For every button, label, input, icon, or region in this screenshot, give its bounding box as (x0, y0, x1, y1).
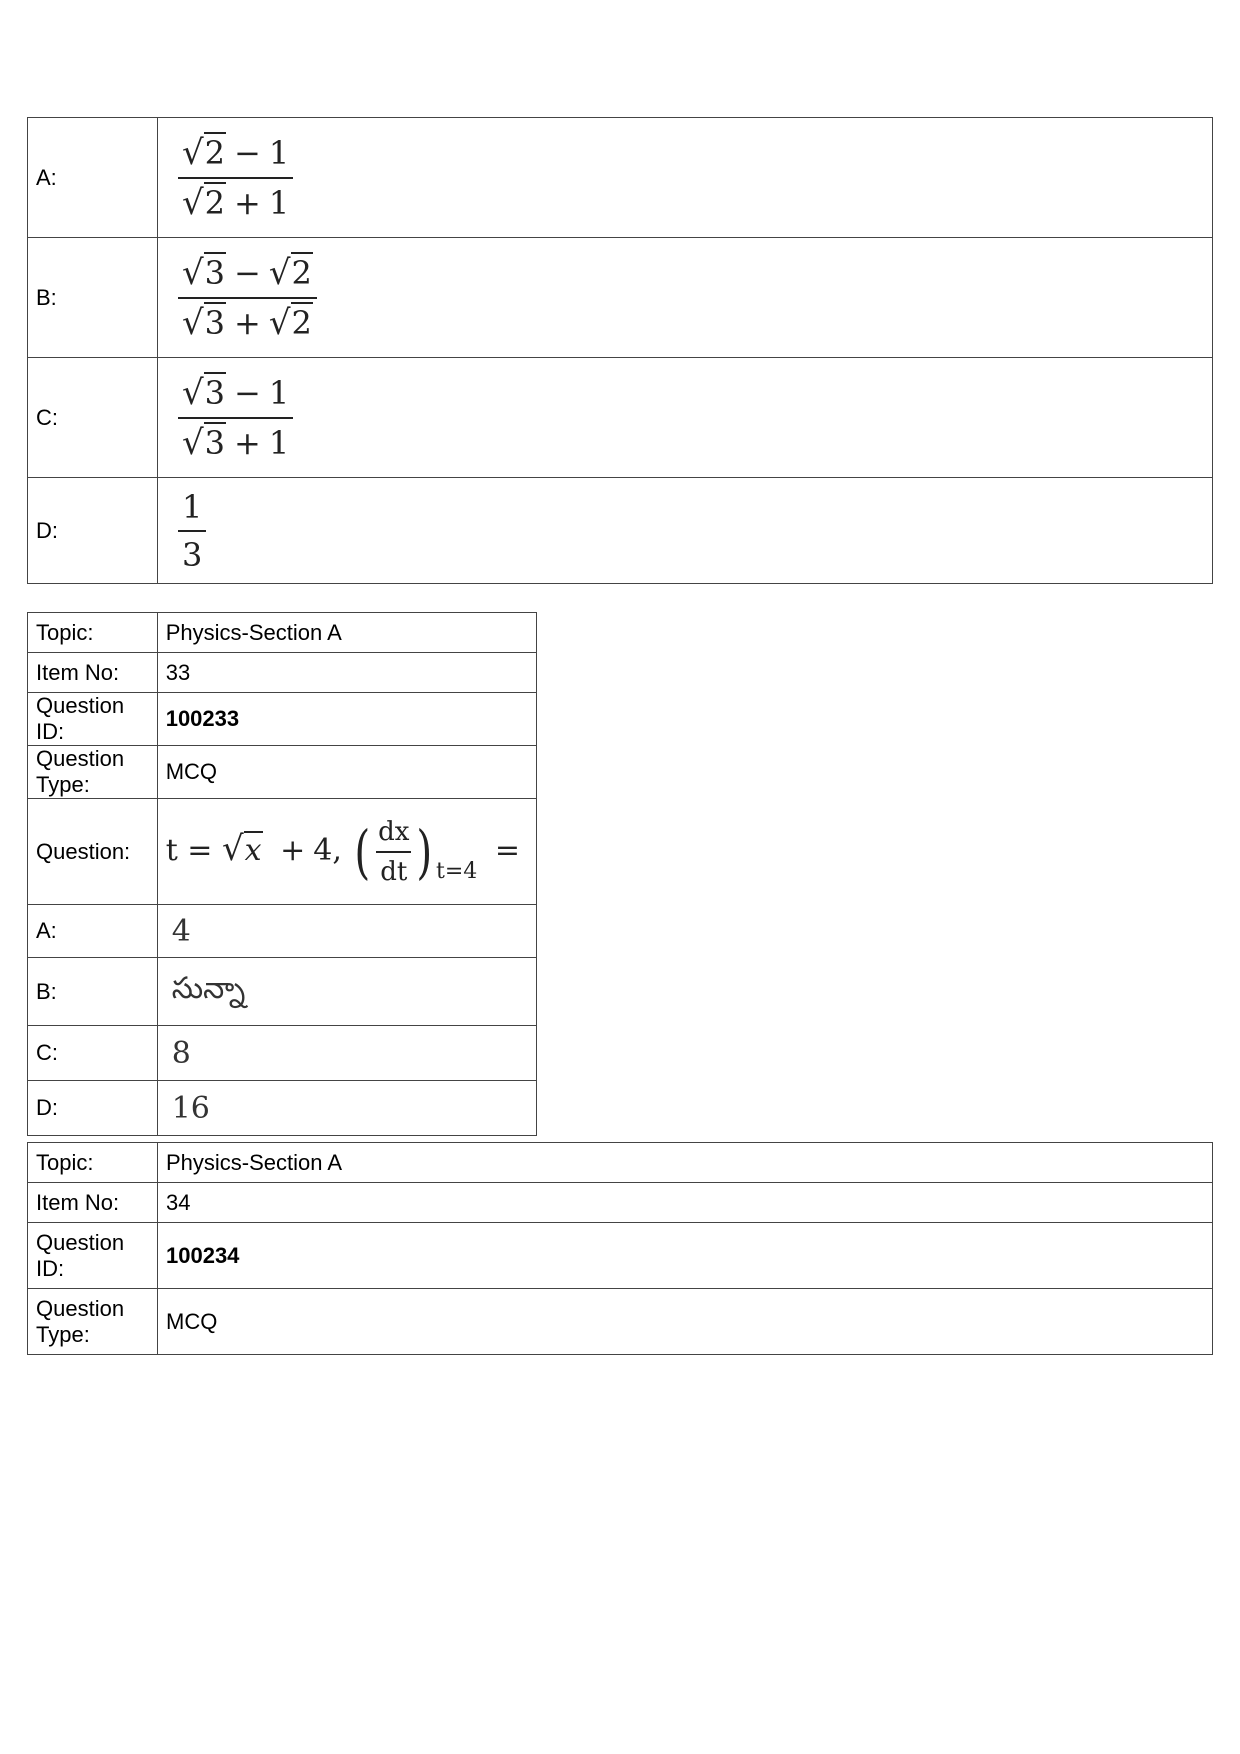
option-c-math (158, 358, 1213, 478)
question-type-label: Question Type: (28, 746, 158, 799)
option-row-a (28, 118, 1213, 238)
option-label: A: (28, 118, 158, 238)
topic-value: Physics-Section A (158, 1143, 1213, 1183)
option-row-c (28, 1026, 537, 1081)
fraction: $\frac{√3 - 1}{√3 + 1}$ (178, 373, 293, 463)
item-row (28, 1183, 1213, 1223)
option-d-math (158, 478, 1213, 584)
option-label: B: (28, 238, 158, 358)
topic-row (28, 1143, 1213, 1183)
option-label: B: (28, 958, 158, 1026)
option-label: A: (28, 905, 158, 958)
option-row-b (28, 238, 1213, 358)
item-value: 33 (157, 653, 536, 693)
option-label: D: (28, 1081, 158, 1136)
question-math: t = √x + 4, ( $\frac{dx}{dt}$ ) $_{t=4}$ = (157, 799, 536, 905)
fraction: $\frac{1}{3}$ (178, 488, 206, 574)
question-id-label: Question ID: (28, 693, 158, 746)
option-a-math (158, 118, 1213, 238)
question-id-value: 100233 (157, 693, 536, 746)
question-table-33 (27, 612, 537, 1136)
item-label: Item No: (28, 653, 158, 693)
question-id-value: 100234 (158, 1223, 1213, 1289)
option-value: 4 (157, 905, 536, 958)
question-label: Question: (28, 799, 158, 905)
option-row-d (28, 1081, 537, 1136)
question-id-row (28, 1223, 1213, 1289)
question-id-label: Question ID: (28, 1223, 158, 1289)
option-value: 16 (157, 1081, 536, 1136)
option-row-b (28, 958, 537, 1026)
topic-label: Topic: (28, 1143, 158, 1183)
item-label: Item No: (28, 1183, 158, 1223)
option-label: C: (28, 358, 158, 478)
option-label: D: (28, 478, 158, 584)
option-value: సున్నా (157, 958, 536, 1026)
question-type-value: MCQ (157, 746, 536, 799)
item-value: 34 (158, 1183, 1213, 1223)
options-table-prev (27, 117, 1213, 584)
question-id-row (28, 693, 537, 746)
option-value: 8 (157, 1026, 536, 1081)
topic-value: Physics-Section A (157, 613, 536, 653)
question-row (28, 799, 537, 905)
question-type-row (28, 1289, 1213, 1355)
question-table-34 (27, 1142, 1213, 1355)
question-type-value: MCQ (158, 1289, 1213, 1355)
question-type-row (28, 746, 537, 799)
option-row-d (28, 478, 1213, 584)
fraction: $\frac{√3 - √2}{√3 + √2}$ (178, 253, 317, 343)
question-type-label: Question Type: (28, 1289, 158, 1355)
option-b-math (158, 238, 1213, 358)
option-row-a (28, 905, 537, 958)
option-label: C: (28, 1026, 158, 1081)
fraction: $\frac{√2 - 1}{√2 + 1}$ (178, 133, 293, 223)
topic-label: Topic: (28, 613, 158, 653)
topic-row (28, 613, 537, 653)
item-row (28, 653, 537, 693)
option-row-c (28, 358, 1213, 478)
